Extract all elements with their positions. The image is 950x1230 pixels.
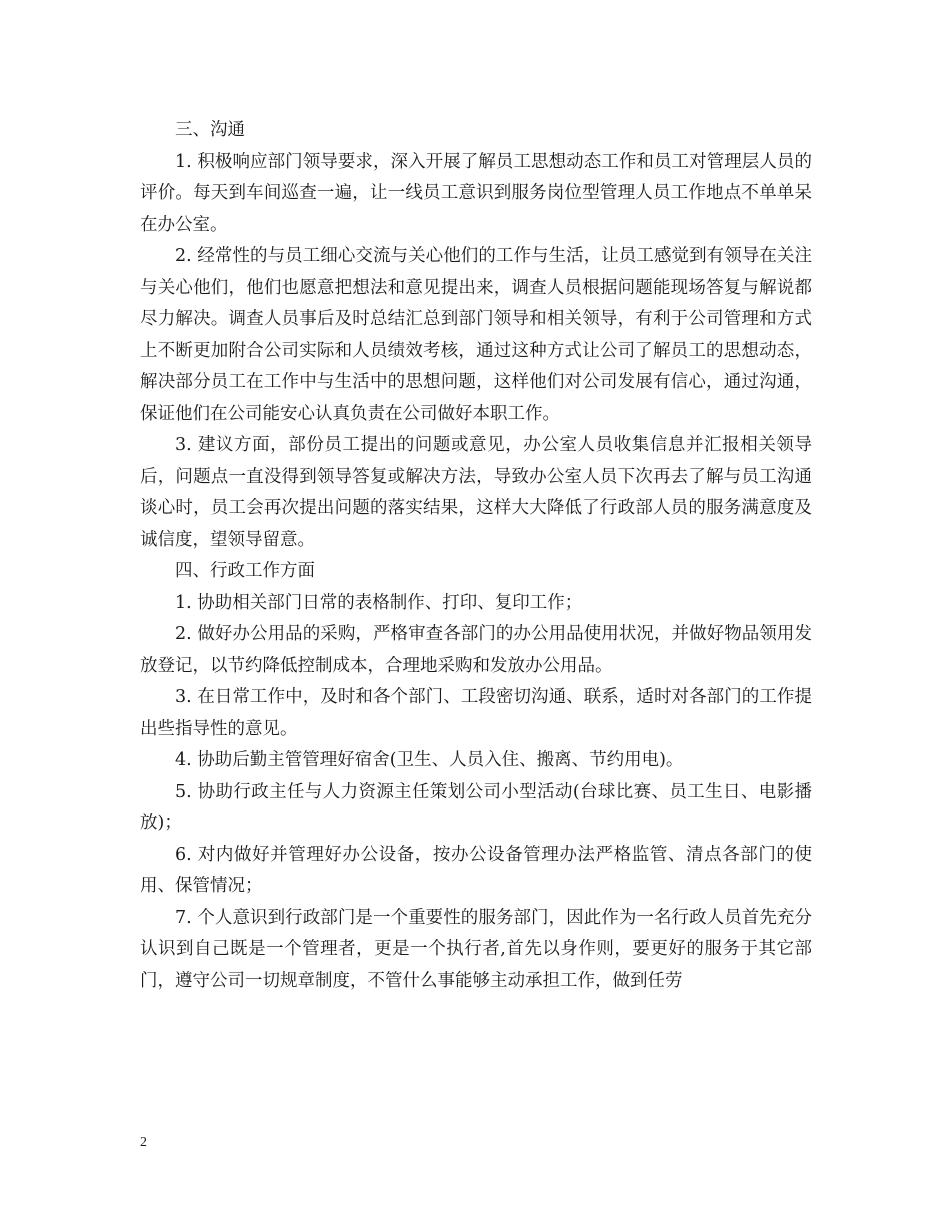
paragraph: 6. 对内做好并管理好办公设备，按办公设备管理办法严格监管、清点各部门的使用、保管情况；: [140, 844, 812, 896]
paragraph: 1. 协助相关部门日常的表格制作、打印、复印工作；: [175, 592, 583, 613]
paragraph: 7. 个人意识到行政部门是一个重要性的服务部门，因此作为一名行政人员首先充分认识到自己既是一个管理者，更是一个执行者,首先以身作则，要更好的服务于其它部门，遵守公司一切规章制度，不管什么事能够主动承担工作，做到任劳: [140, 907, 812, 991]
paragraph: 2. 做好办公用品的采购，严格审查各部门的办公用品使用状况，并做好物品领用发放登记，以节约降低控制成本，合理地采购和发放办公用品。: [140, 624, 812, 676]
document-body: [140, 115, 812, 997]
section-heading-admin-work: 四、行政工作方面: [175, 561, 315, 581]
page-number: 2: [140, 1135, 147, 1150]
paragraph: 3. 在日常工作中，及时和各个部门、工段密切沟通、联系，适时对各部门的工作提出些指导性的意见。: [140, 687, 812, 739]
paragraph: 4. 协助后勤主管管理好宿舍(卫生、人员入住、搬离、节约用电)。: [175, 750, 684, 770]
paragraph: 3. 建议方面，部份员工提出的问题或意见，办公室人员收集信息并汇报相关领导后，问题点一直没得到领导答复或解决方法，导致办公室人员下次再去了解与员工沟通谈心时，员工会再次提出问题的落实结果，这样大大降低了行政部人员的服务满意度及诚信度，望领导留意。: [140, 435, 812, 550]
paragraph: 5. 协助行政主任与人力资源主任策划公司小型活动(台球比赛、员工生日、电影播放)；: [140, 781, 812, 833]
paragraph: 1. 积极响应部门领导要求，深入开展了解员工思想动态工作和员工对管理层人员的评价。每天到车间巡查一遍，让一线员工意识到服务岗位型管理人员工作地点不单单呆在办公室。: [140, 151, 812, 235]
paragraph: 2. 经常性的与员工细心交流与关心他们的工作与生活，让员工感觉到有领导在关注与关心他们，他们也愿意把想法和意见提出来，调查人员根据问题能现场答复与解说都尽力解决。调查人员事后及时总结汇总到部门领导和相关领导，有利于公司管理和方式上不断更加附合公司实际和人员绩效考核，通过这种方式让公司了解员工的思想动态，解决部分员工在工作中与生活中的思想问题，这样他们对公司发展有信心，通过沟通，保证他们在公司能安心认真负责在公司做好本职工作。: [140, 246, 812, 424]
section-heading-communication: 三、沟通: [175, 120, 245, 140]
